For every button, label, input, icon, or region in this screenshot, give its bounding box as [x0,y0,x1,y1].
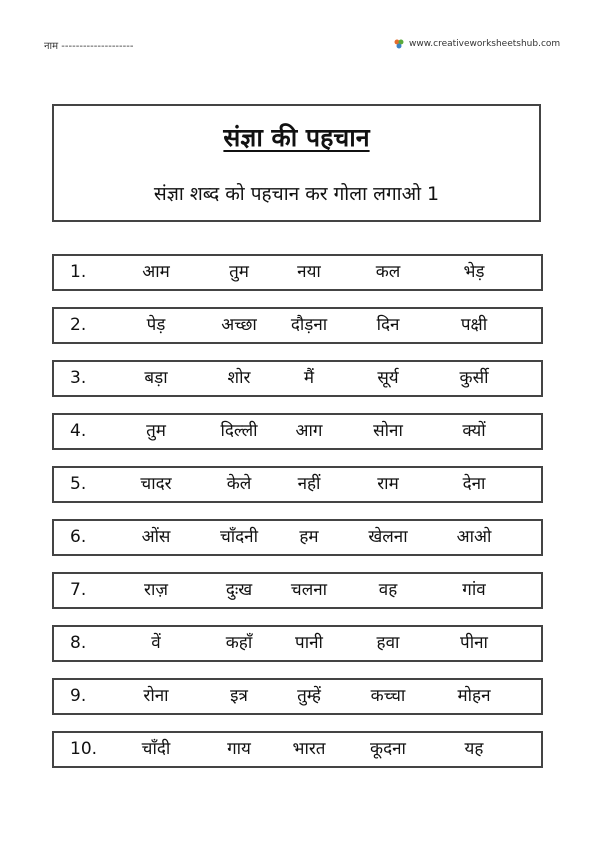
word-option[interactable]: दुःख [225,580,253,600]
word-option[interactable]: हम [299,527,319,547]
word-option[interactable]: शोर [227,368,251,388]
row-number: 8. [70,633,87,653]
word-option[interactable]: भेड़ [463,262,485,282]
word-option[interactable]: कहाँ [225,633,253,653]
word-option[interactable]: इत्र [230,686,248,706]
word-option[interactable]: चादर [140,474,172,494]
word-option[interactable]: दिन [376,315,400,335]
exercise-row [52,625,543,662]
word-option[interactable]: मैं [303,368,315,388]
word-option[interactable]: पीना [460,633,488,653]
word-option[interactable]: तुम [146,421,166,441]
word-option[interactable]: पानी [295,633,323,653]
word-option[interactable]: कुर्सी [459,368,489,388]
website-credit [393,38,560,50]
word-option[interactable]: पक्षी [460,315,488,335]
worksheet-title: संज्ञा की पहचान [223,123,370,152]
word-option[interactable]: कूदना [370,739,406,759]
exercise-row [52,254,543,291]
word-option[interactable]: तुम्हें [297,686,321,706]
word-option[interactable]: गांव [462,580,486,600]
word-option[interactable]: ओंस [141,527,171,547]
row-number: 6. [70,527,87,547]
word-option[interactable]: क्यों [462,421,486,441]
exercise-row [52,678,543,715]
word-option[interactable]: बड़ा [144,368,168,388]
word-option[interactable]: वह [378,580,398,600]
row-number: 4. [70,421,87,441]
word-option[interactable]: दिल्ली [220,421,258,441]
word-option[interactable]: मोहन [457,686,491,706]
row-number: 10. [70,739,98,759]
website-logo-icon [393,38,405,50]
word-option[interactable]: कच्चा [370,686,406,706]
word-option[interactable]: चाँदनी [219,527,259,547]
exercise-row [52,466,543,503]
word-option[interactable]: तुम [229,262,249,282]
word-option[interactable]: सोना [373,421,403,441]
word-option[interactable]: रोना [143,686,169,706]
word-option[interactable]: नहीं [297,474,321,494]
website-url: www.creativeworksheetshub.com [409,39,561,49]
exercise-row [52,731,543,768]
word-option[interactable]: चाँदी [141,739,171,759]
title-box [52,104,541,222]
word-option[interactable]: यह [464,739,484,759]
word-option[interactable]: नया [297,262,321,282]
word-option[interactable]: आम [142,262,170,282]
word-option[interactable]: खेलना [368,527,408,547]
word-option[interactable]: हवा [376,633,400,653]
word-option[interactable]: आओ [456,527,492,547]
word-option[interactable]: सूर्य [377,368,399,388]
worksheet-instruction: संज्ञा शब्द को पहचान कर गोला लगाओ 1 [153,183,440,205]
exercise-row [52,360,543,397]
word-option[interactable]: भारत [292,739,326,759]
row-number: 3. [70,368,87,388]
row-number: 7. [70,580,87,600]
exercise-row [52,572,543,609]
word-option[interactable]: गाय [227,739,251,759]
exercise-row [52,413,543,450]
word-option[interactable]: आग [295,421,323,441]
word-option[interactable]: राम [377,474,399,494]
exercise-row [52,519,543,556]
row-number: 1. [70,262,87,282]
row-number: 5. [70,474,87,494]
word-option[interactable]: केले [226,474,252,494]
word-option[interactable]: वें [151,633,161,653]
word-option[interactable]: पेड़ [146,315,166,335]
word-option[interactable]: चलना [290,580,328,600]
name-field-label: नाम -------------------- [44,41,134,52]
word-option[interactable]: देना [462,474,486,494]
word-option[interactable]: कल [375,262,401,282]
exercise-row [52,307,543,344]
row-number: 2. [70,315,87,335]
row-number: 9. [70,686,87,706]
word-option[interactable]: राज़ [144,580,168,600]
word-option[interactable]: अच्छा [221,315,257,335]
word-option[interactable]: दौड़ना [290,315,328,335]
